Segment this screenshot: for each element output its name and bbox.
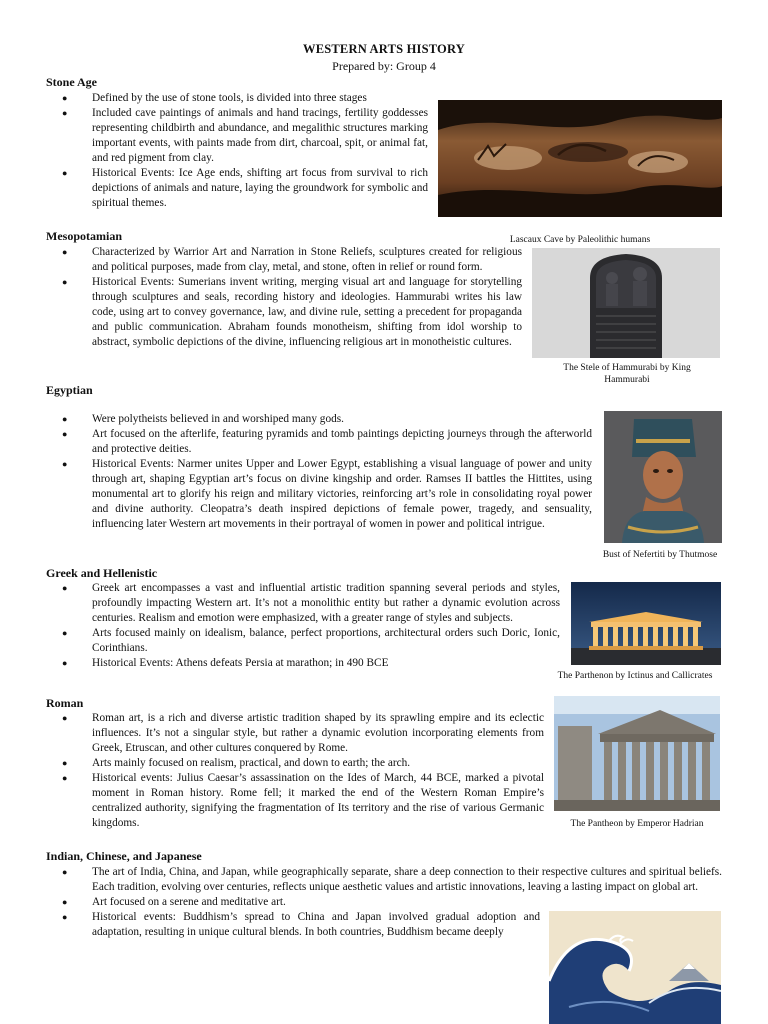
list-item: ● Historical Events: Athens defeats Persia at marathon; in 490 BCE [46,656,560,671]
list-item: ● Arts mainly focused on realism, practical, and down to earth; the arch. [46,756,544,771]
list-item: ● Art focused on the afterlife, featuring pyramids and tomb paintings depicting journeys through the afterworld and protective deities. [46,427,592,457]
list-item: ● Historical events: Julius Caesar’s assassination on the Ides of March, 44 BCE, marked a pivotal moment in Roman history. Rome fell; it marked the end of the Western Roman Empire’s centralized authority, signifying the fragmentation of Its territory and the rise of various Germanic kingdoms. [46,771,544,831]
pantheon-image [554,696,720,811]
lascaux-cave-image [438,100,722,217]
roman-list [46,711,544,831]
section-heading-egyptian: Egyptian [46,383,93,397]
pantheon-caption: The Pantheon by Emperor Hadrian [570,819,704,829]
list-item: ● Roman art, is a rich and diverse artistic tradition shaped by its sprawling empire and its eclectic influences. It’s not a singular style, but rather a dynamic evolution incorporating elements from Greek, Etruscan, and other cultures conquered by Rome. [46,711,544,756]
list-item: ● Greek art encompasses a vast and influential artistic tradition spanning several periods and styles, profoundly impacting Western art. It’s not a monolithic entity but rather a dynamic evolution across centuries. Realism and emotion were emphasized, with a greater range of styles and subjects. [46,581,560,626]
list-item: ● Historical Events: Ice Age ends, shifting art focus from survival to rich depictions of animals and nature, laying the groundwork for symbolic and spiritual themes. [46,166,428,211]
section-heading-stone-age: Stone Age [46,75,97,89]
section-heading-greek: Greek and Hellenistic [46,566,158,580]
section-heading-mesopotamian: Mesopotamian [46,229,122,243]
parthenon-caption: The Parthenon by Ictinus and Callicrates [557,671,713,681]
egyptian-list [46,412,592,532]
section-heading-asian: Indian, Chinese, and Japanese [46,849,202,863]
list-item: ● Included cave paintings of animals and hand tracings, fertility goddesses representing childbirth and abundance, and megalithic structures marking important events, with paints made from dirt, charcoal, spit, or animal fat, and red pigment from clay. [46,106,428,166]
list-item: ● Characterized by Warrior Art and Narration in Stone Reliefs, sculptures created for religious and political purposes, made from clay, metal, and stone, often in relief or round form. [46,245,522,275]
list-item: ● Historical events: Buddhism’s spread to China and Japan involved gradual adoption and adaptation, resulting in unique cultural blends. In both countries, Buddhism became deeply [46,910,540,940]
stele-caption: The Stele of Hammurabi by King Hammurabi [563,363,691,385]
section-heading-roman: Roman [46,696,84,710]
mesopotamian-list [46,245,522,350]
nefertiti-bust-image [604,411,722,543]
parthenon-image [571,582,721,665]
great-wave-image [549,911,721,1024]
lascaux-caption: Lascaux Cave by Paleolithic humans [509,235,651,245]
list-item: ● Defined by the use of stone tools, is divided into three stages [46,91,428,106]
page-subtitle: Prepared by: Group 4 [332,59,436,73]
list-item: ● Historical Events: Narmer unites Upper and Lower Egypt, establishing a visual language of power and unity through art, shaping Egyptian art’s focus on divine kingship and order. Ramses II battles the Hittites, using monumental art to glorify his reign and military victories, reinforcing art’s role in consolidating royal power and divine authority. Cleopatra’s death inspired depictions of female power, tragedy, and sensuality, influencing later Western art movements in their portrayal of women in power and political intrigue. [46,457,592,532]
list-item: ● The art of India, China, and Japan, while geographically separate, share a deep connection to their respective cultures and spiritual beliefs. Each tradition, evolving over centuries, reflects unique aesthetic values and artistic innovations, leaving a lasting impact on global art. [46,865,722,895]
stele-of-hammurabi-image [532,248,720,358]
nefertiti-caption: Bust of Nefertiti by Thutmose [602,550,718,560]
page-title: WESTERN ARTS HISTORY [303,42,465,56]
stone-age-list [46,91,428,211]
list-item: ● Were polytheists believed in and worshiped many gods. [46,412,592,427]
list-item: ● Historical Events: Sumerians invent writing, merging visual art and language for storytelling through sculptures and seals, recording history and ideologies. Hammurabi writes his law code, using art to convey governance, law, and divine rule, setting a precedent for propaganda and public communication. Abraham founds monotheism, shifting from idol worship to abstract, symbolic depictions of the divine, influencing religious art in monotheistic cultures. [46,275,522,350]
list-item: ● Art focused on a serene and meditative art. [46,895,722,910]
greek-list [46,581,560,671]
list-item: ● Arts focused mainly on idealism, balance, perfect proportions, architectural orders such Doric, Ionic, Corinthians. [46,626,560,656]
